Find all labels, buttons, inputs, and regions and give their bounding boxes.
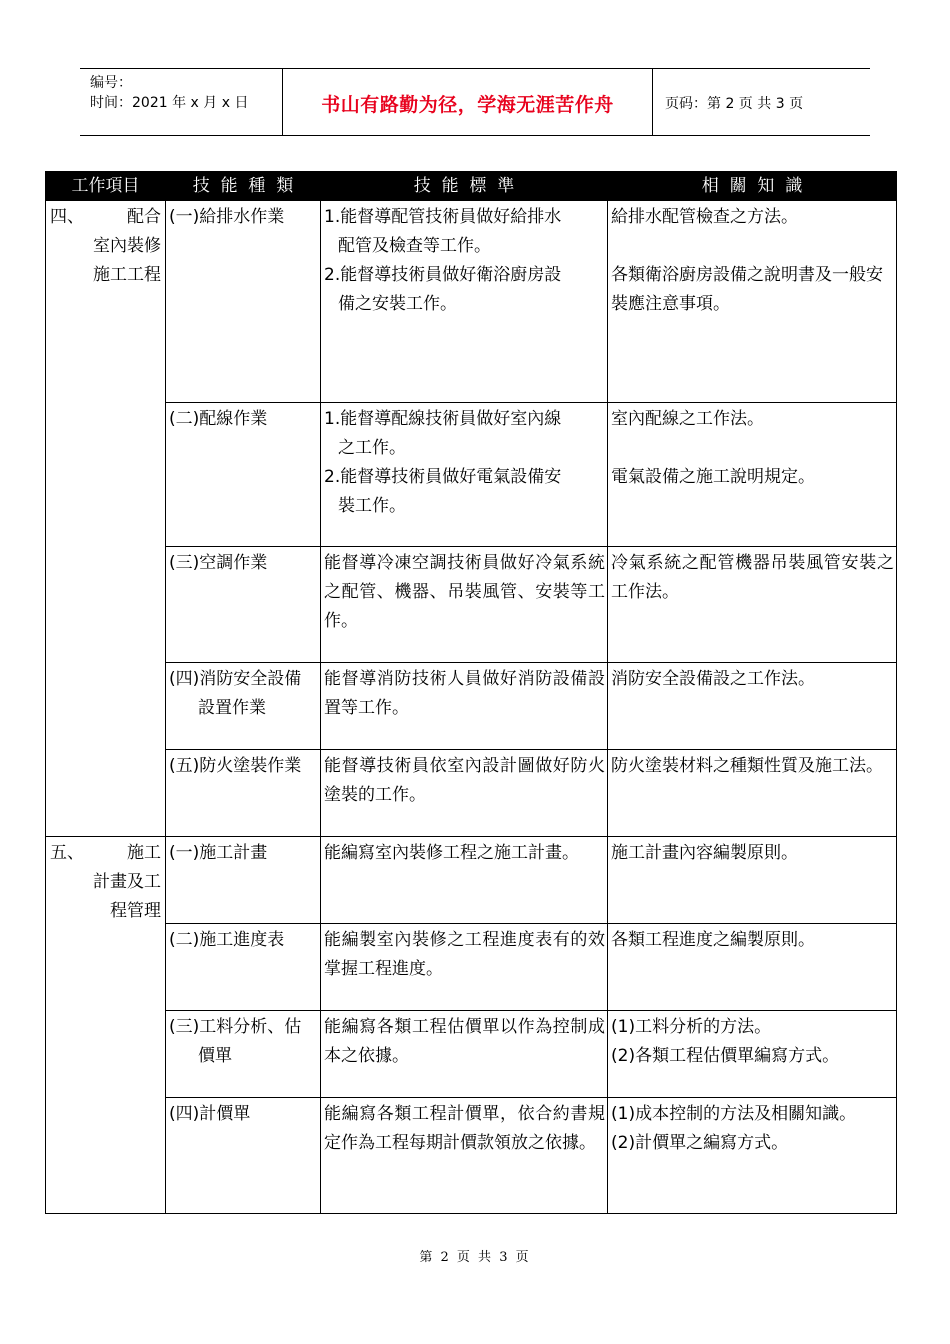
related-knowledge: 室內配線之工作法。 電氣設備之施工說明規定。: [608, 403, 897, 547]
skill-kind: (二)施工進度表: [166, 924, 321, 1011]
skill-kind: (三)工料分析、估 價單: [166, 1011, 321, 1098]
skill-kind: (五)防火塗裝作業: [166, 750, 321, 837]
related-knowledge: 給排水配管檢查之方法。 各類衛浴廚房設備之說明書及一般安裝應注意事項。: [608, 201, 897, 403]
related-knowledge: 防火塗裝材料之種類性質及施工法。: [608, 750, 897, 837]
section-name: 施工 計畫及工 程管理: [93, 843, 161, 921]
section-number: 五、: [50, 843, 84, 863]
table-row: [46, 924, 897, 1011]
header-page-label: 页码：第 2 页 共 3 页: [665, 96, 804, 112]
skill-kind: (四)計價單: [166, 1098, 321, 1214]
skill-kind: (一)施工計畫: [166, 837, 321, 924]
page-header: [80, 68, 870, 136]
skill-standard: 能編寫室內裝修工程之施工計畫。: [321, 837, 608, 924]
skill-kind: (二)配線作業: [166, 403, 321, 547]
section-cell: [46, 201, 166, 837]
table-row: [46, 663, 897, 750]
number-label: 编号：: [90, 75, 132, 91]
motto: 书山有路勤为径，学海无涯苦作舟: [321, 93, 614, 116]
column-header: 技 能 種 類: [166, 172, 321, 201]
skill-kind: (三)空調作業: [166, 547, 321, 663]
header-divider: [652, 69, 653, 135]
table-row: [46, 201, 897, 403]
skill-standard: 能編製室內裝修之工程進度表有的效掌握工程進度。: [321, 924, 608, 1011]
skill-standard: 能督導消防技術人員做好消防設備設置等工作。: [321, 663, 608, 750]
related-knowledge: 消防安全設備設之工作法。: [608, 663, 897, 750]
skill-standard: 1.能督導配線技術員做好室內線 之工作。 2.能督導技術員做好電氣設備安 裝工作。: [321, 403, 608, 547]
table-row: [46, 837, 897, 924]
section-cell: [46, 837, 166, 1214]
skill-standard: 能督導技術員依室內設計圖做好防火塗裝的工作。: [321, 750, 608, 837]
table-row: [46, 1098, 897, 1214]
table-row: [46, 750, 897, 837]
header-meta: [90, 73, 248, 113]
table-header-row: [46, 172, 897, 201]
time-label: 时间：2021 年 x 月 x 日: [90, 95, 249, 111]
section-number: 四、: [50, 207, 84, 227]
table-row: [46, 547, 897, 663]
skill-standard: 1.能督導配管技術員做好給排水 配管及檢查等工作。 2.能督導技術員做好衛浴廚房設 備之安裝工作。: [321, 201, 608, 403]
skills-table: [45, 171, 897, 1214]
related-knowledge: 冷氣系統之配管機器吊裝風管安裝之工作法。: [608, 547, 897, 663]
skill-standard: 能編寫各類工程估價單以作為控制成本之依據。: [321, 1011, 608, 1098]
column-header: 工作項目: [46, 172, 166, 201]
related-knowledge: (1)成本控制的方法及相關知識。 (2)計價單之編寫方式。: [608, 1098, 897, 1214]
skill-kind: (四)消防安全設備 設置作業: [166, 663, 321, 750]
page-footer: 第 2 页 共 3 页: [419, 1250, 531, 1265]
skill-standard: 能督導冷凍空調技術員做好冷氣系統之配管、機器、吊裝風管、安裝等工作。: [321, 547, 608, 663]
table-row: [46, 403, 897, 547]
column-header: 技 能 標 準: [321, 172, 608, 201]
section-name: 配合 室內裝修 施工工程: [93, 207, 161, 285]
skill-kind: (一)給排水作業: [166, 201, 321, 403]
related-knowledge: (1)工料分析的方法。 (2)各類工程估價單編寫方式。: [608, 1011, 897, 1098]
related-knowledge: 各類工程進度之編製原則。: [608, 924, 897, 1011]
skill-standard: 能編寫各類工程計價單，依合約書規定作為工程每期計價款領放之依據。: [321, 1098, 608, 1214]
column-header: 相 關 知 識: [608, 172, 897, 201]
related-knowledge: 施工計畫內容編製原則。: [608, 837, 897, 924]
table-row: [46, 1011, 897, 1098]
